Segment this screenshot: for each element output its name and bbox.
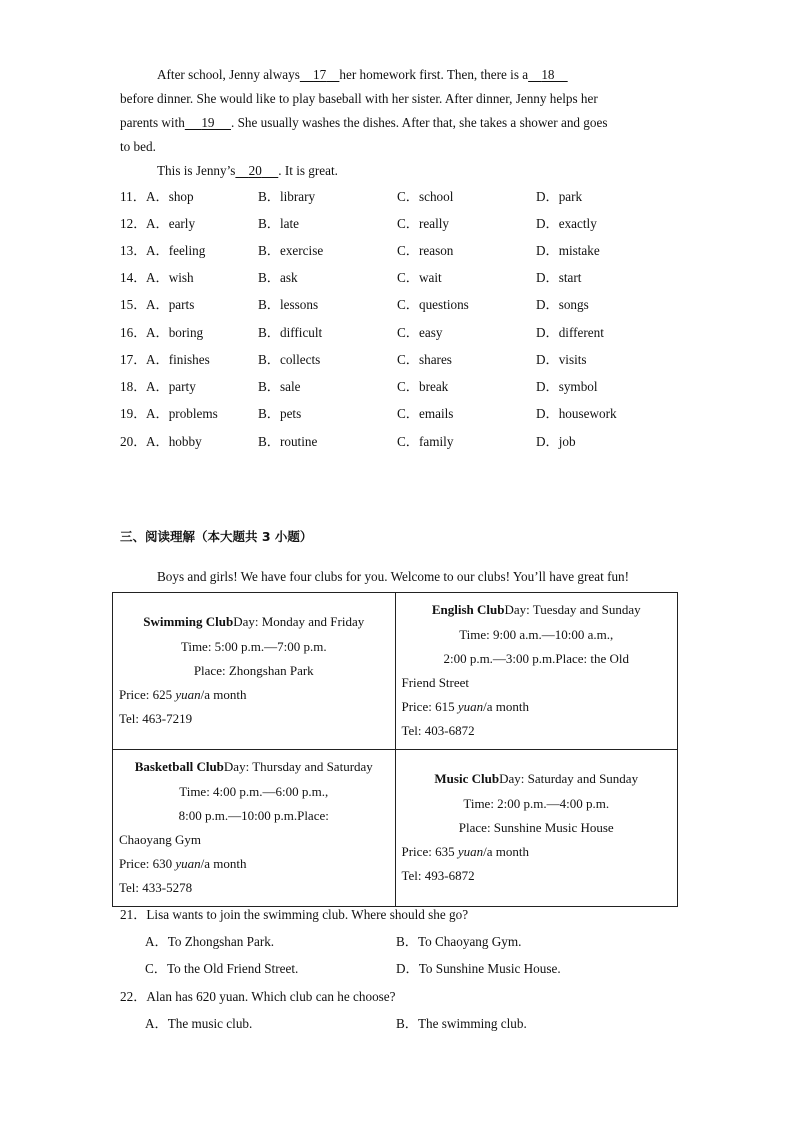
club-tel: Tel: 403-6872	[401, 723, 475, 739]
question-number: 11．	[120, 189, 146, 204]
club-header	[119, 610, 389, 634]
question-number: 15．	[120, 297, 147, 312]
choice-row-11	[120, 187, 720, 207]
option-a[interactable]: A．hobby	[146, 434, 202, 449]
option-d[interactable]: D．mistake	[536, 243, 600, 258]
q21-option-a[interactable]: A．To Zhongshan Park.	[145, 934, 275, 949]
choice-row-13	[120, 241, 720, 261]
option-c[interactable]: C．easy	[397, 325, 443, 340]
option-d[interactable]: D．park	[536, 189, 583, 204]
option-d[interactable]: D．symbol	[536, 379, 598, 394]
question-21: 21．Lisa wants to join the swimming club. Where should she go?	[120, 907, 469, 922]
blank-18: 18	[541, 67, 555, 82]
club-time-place: 2:00 p.m.—3:00 p.m.Place: the Old	[443, 650, 630, 666]
passage-line-4: to bed.	[120, 139, 156, 154]
q21-option-b[interactable]: B．To Chaoyang Gym.	[396, 934, 522, 949]
passage-line-2: before dinner. She would like to play baseball with her sister. After dinner, Jenny helps her	[120, 91, 598, 106]
passage-text: her homework first. Then, there is a	[339, 67, 529, 82]
option-b[interactable]: B．exercise	[258, 243, 324, 258]
question-number: 13．	[120, 243, 147, 258]
passage-text: parents with	[120, 115, 185, 130]
club-name: Music Club	[434, 771, 500, 787]
passage-line-1	[157, 65, 568, 85]
option-a[interactable]: A．boring	[146, 325, 204, 340]
option-b[interactable]: B．library	[258, 189, 316, 204]
option-c[interactable]: C．break	[397, 379, 449, 394]
option-d[interactable]: D．job	[536, 434, 576, 449]
club-cell-basketball	[113, 750, 396, 907]
club-price: Price: 635 yuan/a month	[401, 844, 529, 860]
passage-line-5	[157, 161, 338, 181]
passage-text: . She usually washes the dishes. After that, she takes a shower and goes	[230, 115, 608, 130]
club-place: Friend Street	[401, 675, 470, 690]
passage-text: After school, Jenny always	[157, 67, 300, 82]
option-d[interactable]: D．different	[536, 325, 604, 340]
option-d[interactable]: D．exactly	[536, 216, 597, 231]
choice-row-15	[120, 295, 720, 315]
question-number: 12．	[120, 216, 147, 231]
club-time: Time: 5:00 p.m.—7:00 p.m.	[180, 638, 327, 654]
option-c[interactable]: C．wait	[397, 270, 442, 285]
blank-20: 20	[248, 163, 262, 178]
option-a[interactable]: A．wish	[146, 270, 194, 285]
club-day: Day: Thursday and Saturday	[223, 759, 373, 775]
blank-17: 17	[313, 67, 327, 82]
club-day: Day: Tuesday and Sunday	[504, 602, 641, 618]
q21-option-c[interactable]: C．To the Old Friend Street.	[145, 961, 299, 976]
club-time: Time: 9:00 a.m.—10:00 a.m.,	[459, 626, 614, 642]
option-d[interactable]: D．visits	[536, 352, 587, 367]
passage-line-3	[120, 113, 607, 133]
q21-option-d[interactable]: D．To Sunshine Music House.	[396, 961, 561, 976]
club-tel: Tel: 463-7219	[119, 711, 193, 727]
question-number: 17．	[120, 352, 147, 367]
option-c[interactable]: C．family	[397, 434, 454, 449]
option-c[interactable]: C．emails	[397, 406, 454, 421]
option-a[interactable]: A．party	[146, 379, 196, 394]
choice-row-18	[120, 377, 720, 397]
club-name: English Club	[431, 602, 505, 618]
question-number: 18．	[120, 379, 147, 394]
question-22: 22．Alan has 620 yuan. Which club can he choose?	[120, 989, 396, 1004]
club-tel: Tel: 493-6872	[401, 868, 475, 884]
club-name: Swimming Club	[143, 614, 234, 630]
option-d[interactable]: D．songs	[536, 297, 589, 312]
question-number: 19．	[120, 406, 147, 421]
choice-row-12	[120, 214, 720, 234]
option-b[interactable]: B．collects	[258, 352, 321, 367]
club-name: Basketball Club	[134, 759, 224, 775]
club-day: Day: Saturday and Sunday	[499, 771, 639, 787]
option-b[interactable]: B．sale	[258, 379, 301, 394]
club-price: Price: 615 yuan/a month	[401, 699, 529, 715]
choice-row-17	[120, 350, 720, 370]
option-b[interactable]: B．lessons	[258, 297, 319, 312]
option-b[interactable]: B．routine	[258, 434, 318, 449]
question-number: 14．	[120, 270, 147, 285]
q22-option-b[interactable]: B．The swimming club.	[396, 1016, 527, 1031]
option-b[interactable]: B．ask	[258, 270, 298, 285]
reading-intro: Boys and girls! We have four clubs for you. Welcome to our clubs! You’ll have great fun!	[157, 569, 630, 584]
option-c[interactable]: C．school	[397, 189, 454, 204]
club-day: Day: Monday and Friday	[233, 614, 365, 630]
blank-19: 19	[201, 115, 215, 130]
option-c[interactable]: C．reason	[397, 243, 454, 258]
option-a[interactable]: A．feeling	[146, 243, 206, 258]
club-place: Chaoyang Gym	[119, 832, 201, 847]
club-cell-music	[395, 750, 678, 907]
club-time: Time: 4:00 p.m.—6:00 p.m.,	[179, 783, 329, 799]
choice-row-19	[120, 404, 720, 424]
choice-row-20	[120, 432, 720, 452]
club-place: Place: Zhongshan Park	[193, 662, 314, 678]
option-a[interactable]: A．early	[146, 216, 196, 231]
option-a[interactable]: A．problems	[146, 406, 218, 421]
option-c[interactable]: C．shares	[397, 352, 452, 367]
club-cell-swimming	[113, 593, 396, 750]
passage-text: This is Jenny’s	[157, 163, 236, 178]
club-header	[402, 598, 672, 622]
option-a[interactable]: A．shop	[146, 189, 194, 204]
option-c[interactable]: C．really	[397, 216, 450, 231]
option-b[interactable]: B．late	[258, 216, 300, 231]
question-number: 16．	[120, 325, 147, 340]
club-place: Place: Sunshine Music House	[458, 819, 614, 835]
choice-row-14	[120, 268, 720, 288]
clubs-table	[112, 592, 678, 907]
option-d[interactable]: D．housework	[536, 406, 617, 421]
club-price: Price: 630 yuan/a month	[119, 856, 247, 872]
question-number: 20．	[120, 434, 147, 449]
club-header	[402, 767, 672, 791]
option-a[interactable]: A．finishes	[146, 352, 210, 367]
club-tel: Tel: 433-5278	[119, 880, 193, 896]
q22-option-a[interactable]: A．The music club.	[145, 1016, 253, 1031]
option-b[interactable]: B．difficult	[258, 325, 323, 340]
option-d[interactable]: D．start	[536, 270, 582, 285]
club-time: Time: 2:00 p.m.—4:00 p.m.	[463, 795, 610, 811]
club-header	[119, 755, 389, 779]
section-title: 三、阅读理解（本大题共 3 小题）	[120, 529, 313, 544]
passage-text: . It is great.	[278, 163, 338, 178]
club-time-place: 8:00 p.m.—10:00 p.m.Place:	[178, 807, 329, 823]
option-c[interactable]: C．questions	[397, 297, 469, 312]
club-cell-english	[395, 593, 678, 750]
option-b[interactable]: B．pets	[258, 406, 302, 421]
choice-row-16	[120, 323, 720, 343]
club-price: Price: 625 yuan/a month	[119, 687, 247, 703]
option-a[interactable]: A．parts	[146, 297, 195, 312]
